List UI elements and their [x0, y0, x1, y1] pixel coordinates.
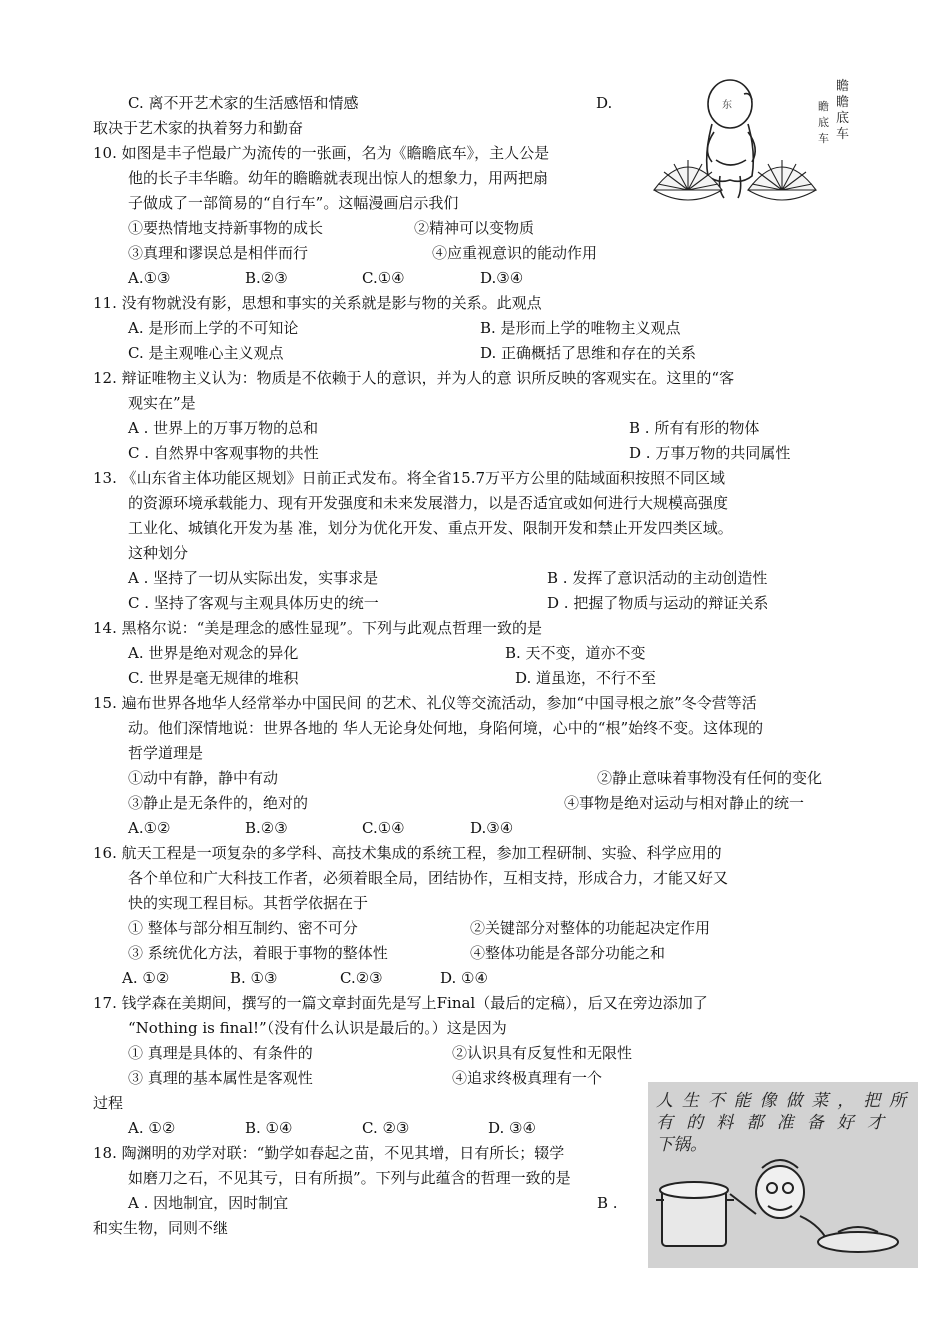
- text-line: ②精神可以变物质: [414, 219, 535, 237]
- svg-text:下锅。: 下锅。: [656, 1135, 707, 1155]
- text-line: A. ①②: [122, 969, 170, 987]
- svg-text:瞻: 瞻: [818, 100, 829, 113]
- text-line: 14. 黑格尔说：“美是理念的感性显现”。下列与此观点哲理一致的是: [93, 619, 542, 637]
- text-line: 16. 航天工程是一项复杂的多学科、高技术集成的系统工程，参加工程研制、实验、科学应用的: [93, 844, 722, 862]
- svg-text:车: 车: [818, 132, 829, 145]
- text-line: A. 世界是绝对观念的异化: [128, 644, 299, 662]
- text-line: C . 自然界中客观事物的共性: [128, 444, 319, 462]
- text-line: D.: [596, 94, 613, 112]
- text-line: “Nothing is final!”（没有什么认识是最后的。）这是因为: [128, 1019, 507, 1037]
- text-line: ①动中有静，静中有动: [128, 769, 279, 787]
- svg-text:底: 底: [818, 116, 829, 129]
- text-line: 13. 《山东省主体功能区规划》日前正式发布。将全省15.7万平方公里的陆域面积按照不同区域: [93, 469, 726, 487]
- text-line: C. 世界是毫无规律的堆积: [128, 669, 299, 687]
- text-line: C.②③: [340, 969, 383, 987]
- text-line: ① 真理是具体的、有条件的: [128, 1044, 313, 1062]
- text-line: A . 世界上的万事万物的总和: [128, 419, 319, 437]
- text-line: D. 正确概括了思维和存在的关系: [480, 344, 697, 362]
- text-line: A.①②: [128, 819, 171, 837]
- text-line: ③ 系统优化方法，着眼于事物的整体性: [128, 944, 388, 962]
- text-line: B . 发挥了意识活动的主动创造性: [547, 569, 768, 587]
- text-line: 过程: [93, 1094, 124, 1112]
- text-line: B.②③: [245, 269, 288, 287]
- svg-text:底: 底: [836, 111, 850, 126]
- svg-text:瞻: 瞻: [836, 95, 850, 110]
- text-line: C. 是主观唯心主义观点: [128, 344, 284, 362]
- text-line: ④事物是绝对运动与相对静止的统一: [564, 794, 805, 812]
- text-line: B. 是形而上学的唯物主义观点: [480, 319, 681, 337]
- text-line: 取决于艺术家的执着努力和勤奋: [93, 119, 304, 137]
- text-line: ②关键部分对整体的功能起决定作用: [470, 919, 711, 937]
- text-line: 子做成了一部简易的“自行车”。这幅漫画启示我们: [128, 194, 459, 212]
- text-line: B. 天不变，道亦不变: [505, 644, 646, 662]
- text-line: ③真理和谬误总是相伴而行: [128, 244, 309, 262]
- text-line: 如磨刀之石，不见其亏，日有所损”。下列与此蕴含的哲理一致的是: [128, 1169, 571, 1187]
- cook-stirring-pot-icon: [648, 1082, 918, 1268]
- text-line: 11. 没有物就没有影，思想和事实的关系就是影与物的关系。此观点: [93, 294, 542, 312]
- text-line: C. ②③: [362, 1119, 410, 1137]
- text-line: B. ①④: [245, 1119, 293, 1137]
- text-line: D.③④: [480, 269, 524, 287]
- text-line: 10. 如图是丰子恺最广为流传的一张画，名为《瞻瞻底车》，主人公是: [93, 144, 550, 162]
- text-line: ③静止是无条件的，绝对的: [128, 794, 309, 812]
- text-line: 他的长子丰华瞻。幼年的瞻瞻就表现出惊人的想象力，用两把扇: [128, 169, 549, 187]
- text-line: 各个单位和广大科技工作者，必须着眼全局，团结协作，互相支持，形成合力，才能又好又: [128, 869, 729, 887]
- text-line: ④应重视意识的能动作用: [432, 244, 598, 262]
- cooking-cartoon: [648, 1082, 918, 1268]
- svg-text:车: 车: [836, 127, 850, 142]
- text-line: C. 离不开艺术家的生活感悟和情感: [128, 94, 359, 112]
- text-line: B.②③: [245, 819, 288, 837]
- text-line: 17. 钱学森在美期间，撰写的一篇文章封面先是写上Final（最后的定稿），后又在旁边添加了: [93, 994, 708, 1012]
- text-line: 哲学道理是: [128, 744, 204, 762]
- text-line: C.①④: [362, 269, 405, 287]
- text-line: ④整体功能是各部分功能之和: [470, 944, 666, 962]
- svg-text:瞻: 瞻: [836, 79, 850, 94]
- text-line: B . 所有有形的物体: [629, 419, 760, 437]
- svg-text:有的料都准备好才: 有的料都准备好才: [656, 1113, 884, 1133]
- text-line: ②静止意味着事物没有任何的变化: [597, 769, 823, 787]
- text-line: D. ①④: [440, 969, 488, 987]
- text-line: D. ③④: [488, 1119, 536, 1137]
- text-line: A . 因地制宜，因时制宜: [128, 1194, 289, 1212]
- svg-text:人生不能像做菜，把所: 人生不能像做菜，把所: [656, 1091, 906, 1111]
- svg-text:东: 东: [722, 100, 732, 111]
- text-line: A . 坚持了一切从实际出发，实事求是: [128, 569, 379, 587]
- text-line: 15. 遍布世界各地华人经常举办中国民间 的艺术、礼仪等交流活动，参加“中国寻根之旅”冬令营等活: [93, 694, 757, 712]
- text-line: ②认识具有反复性和无限性: [452, 1044, 633, 1062]
- text-line: D . 万事万物的共同属性: [629, 444, 791, 462]
- text-line: 动。他们深情地说：世界各地的 华人无论身处何地，身陷何境，心中的“根”始终不变。这体现的: [128, 719, 764, 737]
- text-line: ③ 真理的基本属性是客观性: [128, 1069, 313, 1087]
- text-line: 快的实现工程目标。其哲学依据在于: [128, 894, 369, 912]
- text-line: 工业化、城镇化开发为基 准，划分为优化开发、重点开发、限制开发和禁止开发四类区域。: [128, 519, 733, 537]
- text-line: 的资源环境承载能力、现有开发强度和未来发展潜力，以是否适宜或如何进行大规模高强度: [128, 494, 729, 512]
- zhanzhan-cart-cartoon: [648, 72, 860, 222]
- child-riding-fan-wheels-icon: [648, 72, 860, 222]
- text-line: A. ①②: [128, 1119, 176, 1137]
- text-line: C . 坚持了客观与主观具体历史的统一: [128, 594, 379, 612]
- text-line: 12. 辩证唯物主义认为：物质是不依赖于人的意识，并为人的意 识所反映的客观实在。这里的“客: [93, 369, 735, 387]
- text-line: 这种划分: [128, 544, 189, 562]
- text-line: 18. 陶渊明的劝学对联：“勤学如春起之苗，不见其增，日有所长；辍学: [93, 1144, 565, 1162]
- text-line: B .: [597, 1194, 618, 1212]
- text-line: D.③④: [470, 819, 514, 837]
- text-line: B. ①③: [230, 969, 278, 987]
- text-line: 和实生物，同则不继: [93, 1219, 229, 1237]
- text-line: D . 把握了物质与运动的辩证关系: [547, 594, 769, 612]
- text-line: 观实在”是: [128, 394, 196, 412]
- text-line: D. 道虽迩，不行不至: [515, 669, 657, 687]
- text-line: ④追求终极真理有一个: [452, 1069, 603, 1087]
- text-line: ① 整体与部分相互制约、密不可分: [128, 919, 358, 937]
- text-line: A.①③: [128, 269, 171, 287]
- text-line: C.①④: [362, 819, 405, 837]
- text-line: A. 是形而上学的不可知论: [128, 319, 299, 337]
- text-line: ①要热情地支持新事物的成长: [128, 219, 324, 237]
